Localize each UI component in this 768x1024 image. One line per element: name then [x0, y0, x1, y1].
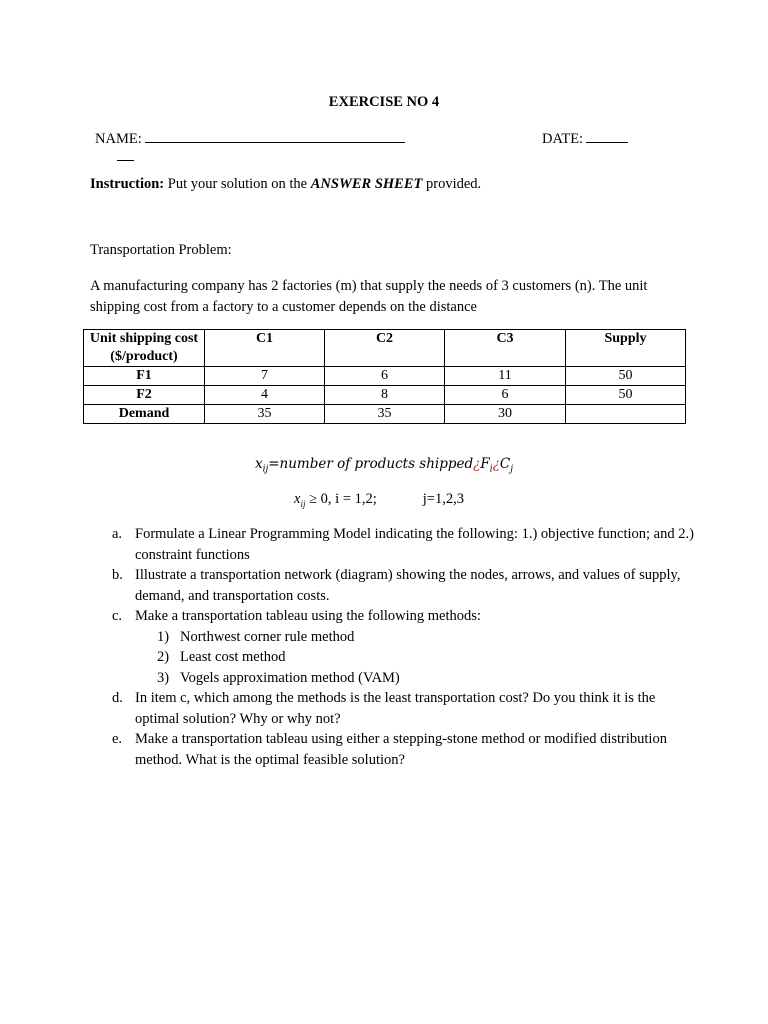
table-row [84, 405, 686, 424]
formula-subscript: j [510, 464, 514, 475]
table-row-header: F1 [84, 367, 205, 386]
sublist-marker: 3) [157, 669, 170, 686]
formula-glyph: ¿ [473, 456, 481, 472]
sublist-item [135, 647, 695, 668]
list-item [112, 565, 695, 606]
table-row-header: F2 [84, 386, 205, 405]
name-blank-line [145, 128, 405, 143]
table-cell: 35 [205, 405, 325, 424]
table-header-cell: Supply [566, 330, 686, 367]
answer-sheet-text: ANSWER SHEET [310, 176, 423, 192]
sublist-item [135, 627, 695, 648]
sublist-item-text: Northwest corner rule method [180, 628, 355, 645]
table-cell: 11 [445, 367, 566, 386]
decision-variable-definition [0, 456, 768, 475]
list-item-text: Illustrate a transportation network (diagram) showing the nodes, arrows, and values of supply, demand, and transportation costs. [135, 567, 681, 604]
list-marker: b. [112, 567, 123, 583]
sublist-item-text: Least cost method [180, 649, 286, 665]
page-title: EXERCISE NO 4 [328, 94, 440, 110]
table-cell: 50 [566, 367, 686, 386]
problem-paragraph: A manufacturing company has 2 factories (m) that supply the needs of 3 customers (n). The unit shipping cost from a factory to a customer depends on the distance [90, 278, 648, 315]
instruction-text-2: provided. [422, 176, 482, 192]
instruction-label: Instruction: [90, 176, 165, 192]
formula-text: ≥ 0, i = 1,2; [305, 491, 377, 507]
table-cell: 7 [205, 367, 325, 386]
formula-subscript: i [489, 464, 493, 475]
non-negativity-constraint [294, 491, 464, 509]
list-marker: c. [112, 608, 123, 624]
formula-variable: C [499, 456, 511, 472]
formula-subscript: ij [262, 464, 269, 475]
formula-variable: x [294, 491, 301, 507]
list-item [112, 688, 695, 729]
table-cell: 8 [325, 386, 445, 405]
table-row [84, 386, 686, 405]
table-row [84, 367, 686, 386]
list-marker: a. [112, 526, 123, 542]
list-item [112, 606, 695, 688]
formula-variable: F [480, 456, 490, 472]
instruction-text-1: Put your solution on the [164, 176, 311, 192]
date-blank-line-continuation [117, 150, 134, 161]
table-header-cell: C2 [325, 330, 445, 367]
method-sublist [135, 627, 695, 689]
formula-index-range: j=1,2,3 [422, 491, 464, 507]
table-header-cell: Unit shipping cost ($/product) [84, 330, 205, 367]
name-label: NAME: [95, 131, 142, 147]
formula-glyph: ¿ [492, 456, 500, 472]
table-header-cell: C1 [205, 330, 325, 367]
list-item [112, 524, 695, 565]
list-item-text: Formulate a Linear Programming Model indicating the following: 1.) objective function; and 2.) constraint functions [135, 526, 694, 563]
date-label: DATE: [542, 131, 584, 147]
table-cell [566, 405, 686, 424]
table-header-row [84, 330, 686, 367]
sublist-marker: 2) [157, 649, 170, 665]
sublist-item [135, 668, 695, 689]
formula-subscript: ij [300, 498, 306, 509]
formula-variable: x [254, 456, 263, 472]
list-item-text: Make a transportation tableau using either a stepping-stone method or modified distribution method. What is the optimal feasible solution? [135, 731, 667, 768]
cost-table [83, 329, 686, 424]
list-marker: d. [112, 690, 123, 706]
table-cell: 30 [445, 405, 566, 424]
table-cell: 6 [325, 367, 445, 386]
table-cell: 4 [205, 386, 325, 405]
list-marker: e. [112, 731, 123, 747]
date-blank-line [586, 128, 628, 143]
section-label: Transportation Problem: [90, 242, 232, 258]
formula-text: =number of products shipped [268, 456, 474, 472]
list-item [112, 729, 695, 770]
list-item-text: In item c, which among the methods is the least transportation cost? Do you think it is the optimal solution? Why or why not? [135, 690, 656, 727]
table-row-header: Demand [84, 405, 205, 424]
table-cell: 6 [445, 386, 566, 405]
list-item-text: Make a transportation tableau using the following methods: [135, 608, 481, 624]
table-cell: 50 [566, 386, 686, 405]
table-cell: 35 [325, 405, 445, 424]
date-field-row [542, 128, 628, 148]
instruction [90, 176, 481, 193]
sublist-item-text: Vogels approximation method (VAM) [180, 669, 400, 686]
sublist-marker: 1) [157, 628, 170, 645]
table-header-cell: C3 [445, 330, 566, 367]
name-field-row [95, 128, 405, 148]
task-list [112, 524, 695, 770]
